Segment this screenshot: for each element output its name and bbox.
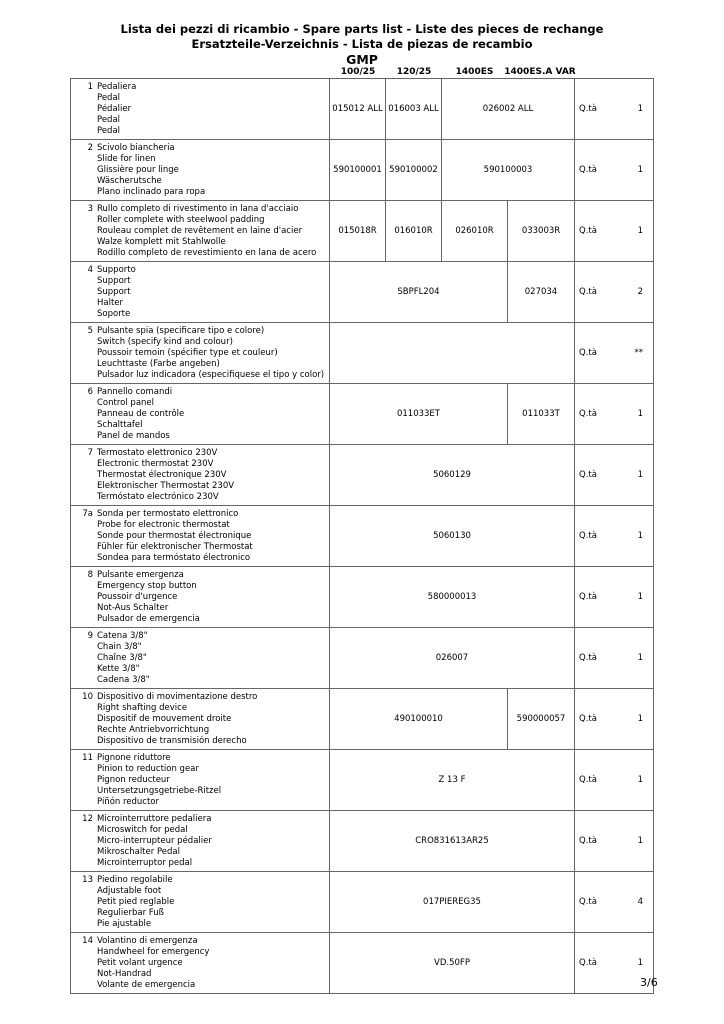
- quantity-label: Q.tà: [579, 287, 597, 297]
- quantity-cell: [575, 79, 654, 140]
- part-number: 8: [87, 569, 93, 580]
- part-code: 490100010: [330, 689, 508, 750]
- part-description-line: Mikroschalter Pedal: [97, 846, 180, 857]
- quantity-cell: [575, 872, 654, 933]
- table-row: [71, 201, 654, 262]
- part-description-line: Sonde pour thermostat électronique: [97, 530, 252, 541]
- part-description-line: Rouleau complet de revêtement en laine d'acier: [97, 225, 303, 236]
- part-description-line: Right shafting device: [97, 702, 188, 713]
- quantity-label: Q.tà: [579, 226, 597, 236]
- part-description: [71, 506, 330, 567]
- part-description-line: Chain 3/8": [97, 641, 142, 652]
- part-description-line: Dispositivo de transmisión derecho: [97, 735, 247, 746]
- part-description-line: Pulsador luz indicadora (especifiquese el tipo y color): [97, 369, 325, 380]
- part-description-line: Pédalier: [97, 103, 132, 114]
- quantity-value: 2: [637, 287, 643, 297]
- part-number: 3: [87, 203, 93, 214]
- part-description: [71, 750, 330, 811]
- part-number: 2: [87, 142, 93, 153]
- part-code: 011033T: [508, 384, 575, 445]
- quantity-label: Q.tà: [579, 592, 597, 602]
- part-description-line: Pedal: [97, 114, 121, 125]
- part-code: 015012 ALL: [330, 79, 386, 140]
- part-description-line: Pedal: [97, 125, 121, 136]
- table-row: [71, 506, 654, 567]
- part-description-line: Dispositif de mouvement droite: [97, 713, 232, 724]
- part-description-line: Kette 3/8": [97, 663, 140, 674]
- part-code: 011033ET: [330, 384, 508, 445]
- part-description-line: Not-Aus Schalter: [97, 602, 169, 613]
- quantity-cell: [575, 140, 654, 201]
- part-number: 13: [82, 874, 93, 885]
- part-code: 026007: [330, 628, 575, 689]
- table-row: [71, 933, 654, 994]
- part-description-line: Pie ajustable: [97, 918, 152, 929]
- table-row: [71, 79, 654, 140]
- parts-table-body: [71, 79, 654, 994]
- part-description-line: Halter: [97, 297, 124, 308]
- part-description-line: Volante de emergencia: [97, 979, 196, 990]
- part-description-line: Catena 3/8": [97, 630, 148, 641]
- part-code: 5060130: [330, 506, 575, 567]
- quantity-cell: [575, 506, 654, 567]
- part-description-line: Pulsante spia (specificare tipo e colore): [97, 325, 265, 336]
- quantity-label: Q.tà: [579, 653, 597, 663]
- part-description-line: Sonda per termostato elettronico: [97, 508, 239, 519]
- quantity-label: Q.tà: [579, 958, 597, 968]
- part-description: [71, 628, 330, 689]
- part-code: SBPFL204: [330, 262, 508, 323]
- part-code: 5060129: [330, 445, 575, 506]
- part-description-line: Regulierbar Fuß: [97, 907, 164, 918]
- quantity-value: 1: [637, 165, 643, 175]
- part-code: VD.50FP: [330, 933, 575, 994]
- part-description-line: Pannello comandi: [97, 386, 173, 397]
- part-description-line: Support: [97, 286, 131, 297]
- part-description-line: Slide for linen: [97, 153, 156, 164]
- part-description: [71, 323, 330, 384]
- part-description: [71, 933, 330, 994]
- part-number: 1: [87, 81, 93, 92]
- quantity-label: Q.tà: [579, 836, 597, 846]
- part-number: 10: [82, 691, 93, 702]
- quantity-cell: [575, 445, 654, 506]
- part-description: [71, 811, 330, 872]
- quantity-value: 1: [637, 409, 643, 419]
- table-row: [71, 628, 654, 689]
- part-description-line: Sondea para termóstato électronico: [97, 552, 251, 563]
- part-description-line: Scivolo biancheria: [97, 142, 175, 153]
- quantity-value: 1: [637, 958, 643, 968]
- part-description-line: Panneau de contrôle: [97, 408, 185, 419]
- part-description-line: Probe for electronic thermostat: [97, 519, 230, 530]
- quantity-cell: [575, 262, 654, 323]
- quantity-value: 1: [637, 226, 643, 236]
- quantity-cell: [575, 384, 654, 445]
- part-description-line: Pignon reducteur: [97, 774, 170, 785]
- part-number: 14: [82, 935, 93, 946]
- part-description-line: Panel de mandos: [97, 430, 170, 441]
- quantity-cell: [575, 750, 654, 811]
- quantity-label: Q.tà: [579, 470, 597, 480]
- part-description-line: Cadena 3/8": [97, 674, 150, 685]
- part-description-line: Emergency stop button: [97, 580, 197, 591]
- part-description: [71, 384, 330, 445]
- part-description: [71, 567, 330, 628]
- page-number: 3/6: [640, 976, 658, 989]
- part-description-line: Support: [97, 275, 131, 286]
- quantity-label: Q.tà: [579, 165, 597, 175]
- quantity-label: Q.tà: [579, 775, 597, 785]
- model-header-3: 1400ES: [455, 67, 494, 77]
- table-row: [71, 567, 654, 628]
- part-description-line: Not-Handrad: [97, 968, 152, 979]
- part-description-line: Termóstato electrónico 230V: [97, 491, 219, 502]
- part-description: [71, 689, 330, 750]
- part-code: 026010R: [442, 201, 508, 262]
- part-description-line: Microinterruptor pedal: [97, 857, 193, 868]
- quantity-cell: [575, 628, 654, 689]
- title-line-2: Ersatzteile-Verzeichnis - Lista de piezas de recambio: [191, 37, 533, 51]
- table-row: [71, 445, 654, 506]
- quantity-cell: [575, 689, 654, 750]
- part-description-line: Roller complete with steelwool padding: [97, 214, 265, 225]
- part-description: [71, 872, 330, 933]
- quantity-cell: [575, 567, 654, 628]
- part-code: 016010R: [386, 201, 442, 262]
- part-number: 12: [82, 813, 93, 824]
- part-description: [71, 445, 330, 506]
- quantity-value: 4: [637, 897, 643, 907]
- model-header-4: 1400ES.A VAR: [504, 67, 576, 77]
- part-code: [330, 323, 575, 384]
- brand-label: GMP: [346, 52, 378, 67]
- part-code: 590100002: [386, 140, 442, 201]
- quantity-cell: [575, 811, 654, 872]
- part-description-line: Pedal: [97, 92, 121, 103]
- part-description-line: Termostato elettronico 230V: [97, 447, 218, 458]
- part-number: 5: [87, 325, 93, 336]
- quantity-value: 1: [637, 714, 643, 724]
- part-description-line: Microinterruttore pedaliera: [97, 813, 212, 824]
- part-description-line: Poussoir temoin (spécifier type et couleur): [97, 347, 278, 358]
- quantity-label: Q.tà: [579, 104, 597, 114]
- part-description-line: Schalttafel: [97, 419, 143, 430]
- part-code: 033003R: [508, 201, 575, 262]
- part-number: 7a: [82, 508, 93, 519]
- part-description-line: Supporto: [97, 264, 136, 275]
- quantity-label: Q.tà: [579, 348, 597, 358]
- part-description-line: Rullo completo di rivestimento in lana d'acciaio: [97, 203, 299, 214]
- part-description-line: Fühler für elektronischer Thermostat: [97, 541, 253, 552]
- model-header-2: 120/25: [396, 67, 432, 77]
- part-code: 580000013: [330, 567, 575, 628]
- quantity-value: 1: [637, 775, 643, 785]
- model-header-1: 100/25: [340, 67, 376, 77]
- part-code: CRO831613AR25: [330, 811, 575, 872]
- part-code: 590000057: [508, 689, 575, 750]
- part-number: 7: [87, 447, 93, 458]
- part-description-line: Piedino regolabile: [97, 874, 173, 885]
- part-description-line: Control panel: [97, 397, 155, 408]
- part-code: 016003 ALL: [386, 79, 442, 140]
- part-description-line: Plano inclinado para ropa: [97, 186, 206, 197]
- part-description-line: Handwheel for emergency: [97, 946, 210, 957]
- table-row: [71, 323, 654, 384]
- part-description-line: Wäscherutsche: [97, 175, 162, 186]
- part-code: Z 13 F: [330, 750, 575, 811]
- part-description-line: Petit pied reglable: [97, 896, 175, 907]
- quantity-value: 1: [637, 104, 643, 114]
- quantity-value: 1: [637, 531, 643, 541]
- part-description-line: Volantino di emergenza: [97, 935, 198, 946]
- part-description-line: Thermostat électronique 230V: [97, 469, 227, 480]
- part-description: [71, 140, 330, 201]
- part-description: [71, 201, 330, 262]
- part-description-line: Elektronischer Thermostat 230V: [97, 480, 235, 491]
- part-description: [71, 262, 330, 323]
- part-code: 590100001: [330, 140, 386, 201]
- title-line-1: Lista dei pezzi di ricambio - Spare parts list - Liste des pieces de rechange: [120, 22, 604, 36]
- quantity-label: Q.tà: [579, 897, 597, 907]
- part-description-line: Glissière pour linge: [97, 164, 179, 175]
- part-description-line: Walze komplett mit Stahlwolle: [97, 236, 226, 247]
- part-description-line: Soporte: [97, 308, 131, 319]
- quantity-label: Q.tà: [579, 409, 597, 419]
- table-row: [71, 262, 654, 323]
- part-code: 017PIEREG35: [330, 872, 575, 933]
- table-row: [71, 750, 654, 811]
- table-row: [71, 384, 654, 445]
- part-description-line: Switch (specify kind and colour): [97, 336, 233, 347]
- part-description-line: Chaîne 3/8": [97, 652, 147, 663]
- part-description-line: Piñón reductor: [97, 796, 159, 807]
- part-description-line: Pinion to reduction gear: [97, 763, 199, 774]
- part-code: 590100003: [442, 140, 575, 201]
- part-code: 026002 ALL: [442, 79, 575, 140]
- table-row: [71, 140, 654, 201]
- part-number: 11: [82, 752, 93, 763]
- quantity-value: 1: [637, 653, 643, 663]
- part-description-line: Dispositivo di movimentazione destro: [97, 691, 258, 702]
- part-description-line: Leuchttaste (Farbe angeben): [97, 358, 220, 369]
- part-description-line: Pignone riduttore: [97, 752, 171, 763]
- part-code: 015018R: [330, 201, 386, 262]
- part-description-line: Untersetzungsgetriebe-Ritzel: [97, 785, 222, 796]
- parts-table: [70, 78, 654, 994]
- part-description-line: Rechte Antriebvorrichtung: [97, 724, 210, 735]
- quantity-cell: [575, 201, 654, 262]
- table-row: [71, 872, 654, 933]
- part-description-line: Micro-interrupteur pédalier: [97, 835, 212, 846]
- part-number: 4: [87, 264, 93, 275]
- part-description: [71, 79, 330, 140]
- table-row: [71, 689, 654, 750]
- quantity-label: Q.tà: [579, 714, 597, 724]
- part-code: 027034: [508, 262, 575, 323]
- part-description-line: Microswitch for pedal: [97, 824, 188, 835]
- quantity-value: 1: [637, 592, 643, 602]
- quantity-value: 1: [637, 836, 643, 846]
- part-description-line: Poussoir d'urgence: [97, 591, 178, 602]
- quantity-value: **: [634, 348, 643, 358]
- part-description-line: Petit volant urgence: [97, 957, 183, 968]
- quantity-label: Q.tà: [579, 531, 597, 541]
- part-description-line: Electronic thermostat 230V: [97, 458, 214, 469]
- part-description-line: Pedaliera: [97, 81, 137, 92]
- part-description-line: Pulsador de emergencia: [97, 613, 200, 624]
- part-description-line: Rodillo completo de revestimiento en lana de acero: [97, 247, 317, 258]
- part-number: 6: [87, 386, 93, 397]
- part-number: 9: [87, 630, 93, 641]
- part-description-line: Adjustable foot: [97, 885, 162, 896]
- part-description-line: Pulsante emergenza: [97, 569, 184, 580]
- quantity-value: 1: [637, 470, 643, 480]
- table-row: [71, 811, 654, 872]
- quantity-cell: [575, 323, 654, 384]
